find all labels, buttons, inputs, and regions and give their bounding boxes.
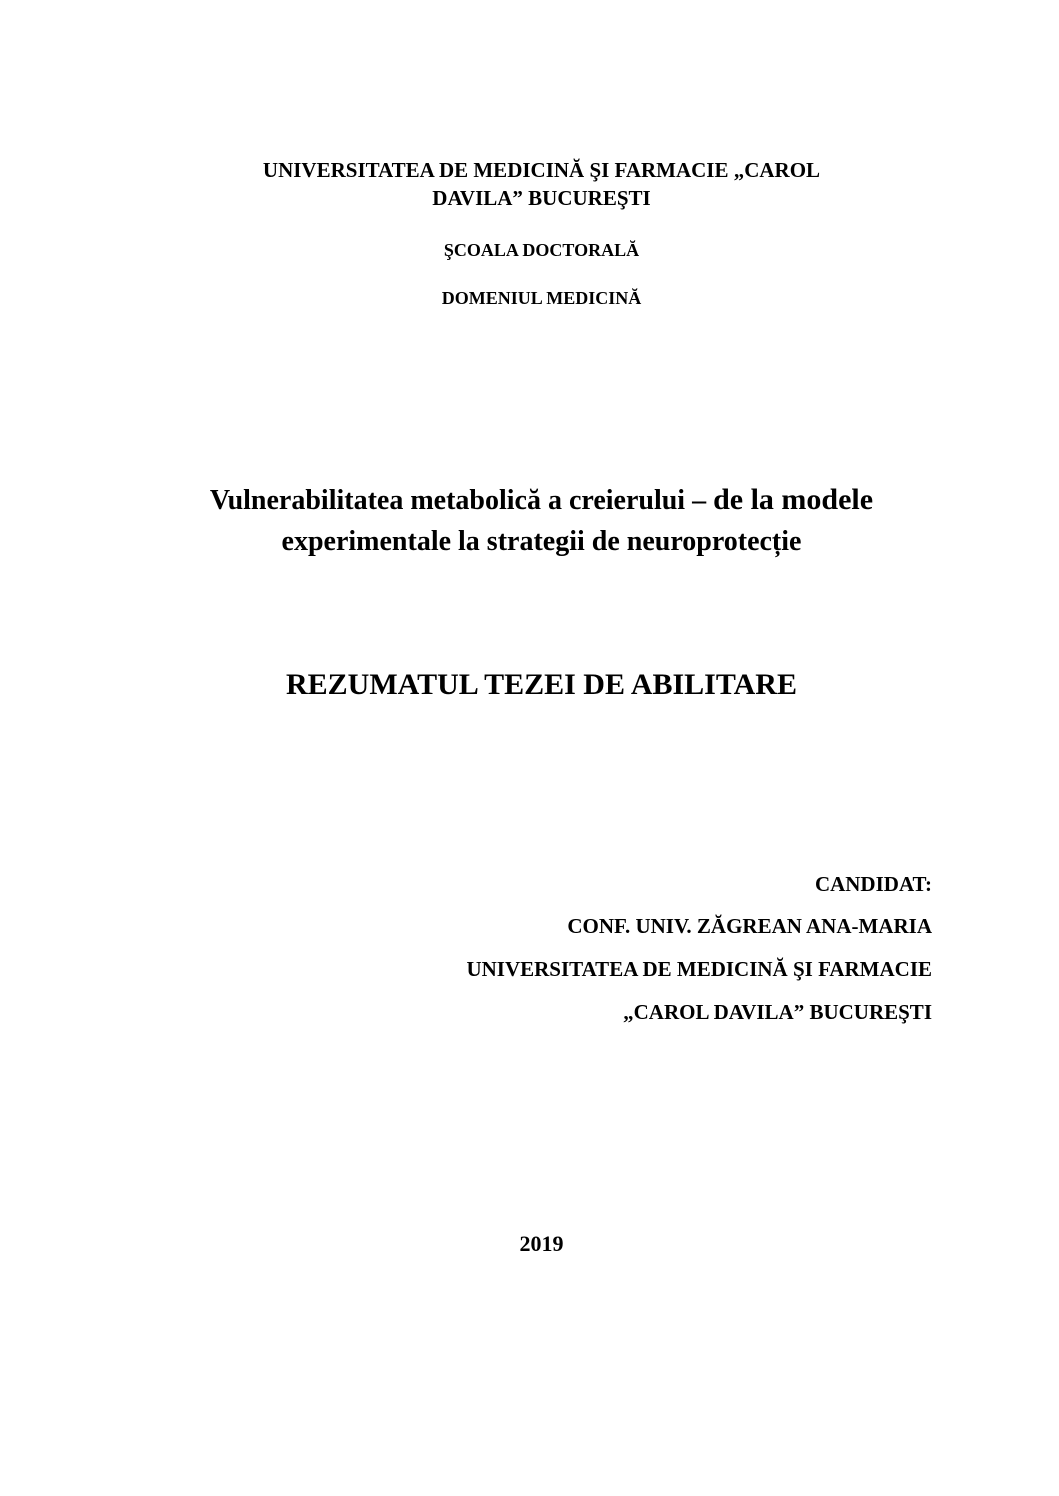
thesis-title-part-2: de la modele (713, 483, 874, 516)
thesis-title-line-2: experimentale la strategii de neuroprotecție (281, 526, 802, 557)
candidate-name: CONF. UNIV. ZĂGREAN ANA-MARIA (567, 914, 932, 938)
university-name-line-1: UNIVERSITATEA DE MEDICINĂ ŞI FARMACIE „CAROL (262, 158, 821, 182)
candidate-label: CANDIDAT: (814, 872, 932, 896)
university-name-line-2: DAVILA” BUCUREŞTI (432, 186, 651, 210)
doctoral-school: ŞCOALA DOCTORALĂ (443, 240, 640, 260)
candidate-affiliation-line-1: UNIVERSITATEA DE MEDICINĂ ŞI FARMACIE (466, 957, 932, 981)
document-type-heading: REZUMATUL TEZEI DE ABILITARE (286, 668, 797, 701)
thesis-title-part-1: Vulnerabilitatea metabolică a creierului – (209, 485, 714, 516)
candidate-affiliation-line-2: „CAROL DAVILA” BUCUREŞTI (623, 1000, 932, 1024)
publication-year: 2019 (519, 1231, 564, 1256)
field-of-study: DOMENIUL MEDICINĂ (441, 288, 642, 308)
thesis-title-line-1 (0, 485, 1059, 515)
